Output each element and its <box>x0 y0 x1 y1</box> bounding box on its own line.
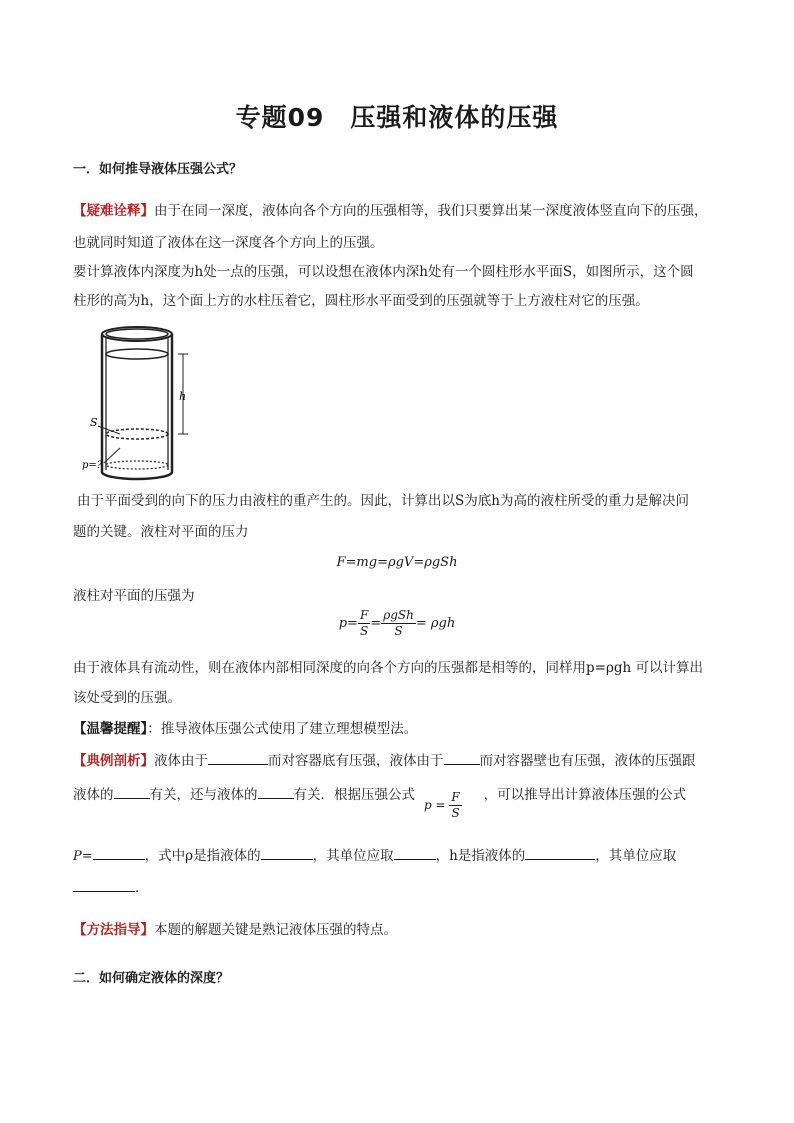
eq2-lhs: p= <box>338 616 358 631</box>
fill-blank-3[interactable] <box>114 784 150 799</box>
paragraph-9-text: 本题的解题关键是熟记液体压强的特点。 <box>154 922 397 938</box>
p8-text-4: ，h是指液体的 <box>435 848 526 864</box>
eq2-result: = ρgh <box>415 616 456 631</box>
paragraph-4: 液柱对平面的压强为 <box>73 588 195 604</box>
p7-text-7: ，可以推导出计算液体压强的公式 <box>483 787 687 803</box>
formula-numerator: F <box>451 790 460 804</box>
equation-pressure-force: F=mg=ρgV=ρgSh <box>336 555 458 570</box>
fraction-f-over-s <box>358 608 370 639</box>
fill-blank-9[interactable] <box>73 877 135 892</box>
paragraph-8-line-2 <box>73 875 723 901</box>
paragraph-2-line-2: 柱形的高为h，这个面上方的水柱压着它，圆柱形水平面受到的压强就等于上方液柱对它的压强。 <box>73 293 649 309</box>
paragraph-6 <box>73 716 723 742</box>
p7-text-5: 有关，还与液体的 <box>149 787 258 803</box>
paragraph-1-text: 由于在同一深度，液体向各个方向的压强相等，我们只要算出某一深度液体竖直向下的压强， <box>154 203 708 219</box>
p8-text-5: ，其单位应取 <box>595 848 677 864</box>
fraction-numerator-rgsh: ρgSh <box>383 608 414 622</box>
p7-text-3: 而对容器壁也有压强，液体的压强跟 <box>479 753 696 769</box>
paragraph-7-line-1 <box>73 748 723 774</box>
paragraph-9 <box>73 917 723 943</box>
fill-blank-8[interactable] <box>525 845 595 860</box>
section-heading-1: 一．如何推导液体压强公式？ <box>73 162 243 177</box>
fill-blank-7[interactable] <box>394 845 436 860</box>
eq2-equals: = <box>370 616 382 631</box>
figure-label-p: p=? <box>82 460 103 471</box>
tag-difficulty-explanation: 【疑难诠释】 <box>73 203 154 219</box>
fill-blank-1[interactable] <box>208 750 268 765</box>
equation-pressure-derivation <box>0 608 794 639</box>
paragraph-7-line-2 <box>73 782 723 808</box>
section-heading-2: 二．如何确定液体的深度？ <box>73 971 230 986</box>
fraction-denominator-s2: S <box>394 624 403 638</box>
page-title: 专题09 压强和液体的压强 <box>235 103 559 132</box>
paragraph-3-line-1: 由于平面受到的向下的压力由液柱的重产生的。因此，计算出以S为底h为高的液柱所受的重力是解决问 <box>77 493 689 509</box>
fill-blank-6[interactable] <box>261 845 313 860</box>
fraction-numerator-f: F <box>359 608 369 622</box>
figure-label-s: S <box>90 416 98 429</box>
tag-warm-reminder: 【温馨提醒】 <box>73 721 148 737</box>
tag-method-guide: 【方法指导】 <box>73 922 154 938</box>
paragraph-1 <box>73 198 723 224</box>
fill-blank-5[interactable] <box>93 845 145 860</box>
formula-fraction <box>449 790 461 821</box>
p8-text-3: ，其单位应取 <box>312 848 394 864</box>
p8-text-2: ，式中ρ是指液体的 <box>144 848 261 864</box>
p7-text-6: 有关．根据压强公式 <box>293 787 415 803</box>
paragraph-3-line-2: 题的关键。液柱对平面的压力 <box>73 524 249 540</box>
fraction-denominator-s: S <box>360 624 369 638</box>
paragraph-2-line-1: 要计算液体内深度为h处一点的压强，可以设想在液体内深h处有一个圆柱形水平面S，如图所示，这个圆 <box>73 264 694 280</box>
p7-text-1: 液体由于 <box>154 753 208 769</box>
paragraph-5-line-2: 该处受到的压强。 <box>73 690 181 706</box>
formula-denominator: S <box>451 806 460 820</box>
paragraph-8-line-1 <box>73 843 723 870</box>
p8-text-6: ． <box>135 880 149 896</box>
figure-label-h: h <box>179 390 187 403</box>
paragraph-6-text: ：推导液体压强公式使用了建立理想模型法。 <box>147 721 418 737</box>
p8-text-1: P= <box>73 849 93 864</box>
p7-text-4: 液体的 <box>73 787 114 803</box>
fill-blank-4[interactable] <box>258 784 294 799</box>
paragraph-1-line-2: 也就同时知道了液体在这一深度各个方向上的压强。 <box>73 235 384 251</box>
formula-p-equals-f-over-s <box>424 790 462 821</box>
fill-blank-2[interactable] <box>444 750 480 765</box>
p7-text-2: 而对容器底有压强，液体由于 <box>268 753 444 769</box>
formula-lhs: p = <box>424 798 446 812</box>
fraction-rgsh-over-s <box>381 608 416 639</box>
tag-example-analysis: 【典例剖析】 <box>73 753 154 769</box>
paragraph-5-line-1: 由于液体具有流动性，则在液体内部相同深度的向各个方向的压强都是相等的，同样用p=ρgh 可以计算出 <box>73 660 704 676</box>
liquid-column-figure <box>80 322 220 487</box>
